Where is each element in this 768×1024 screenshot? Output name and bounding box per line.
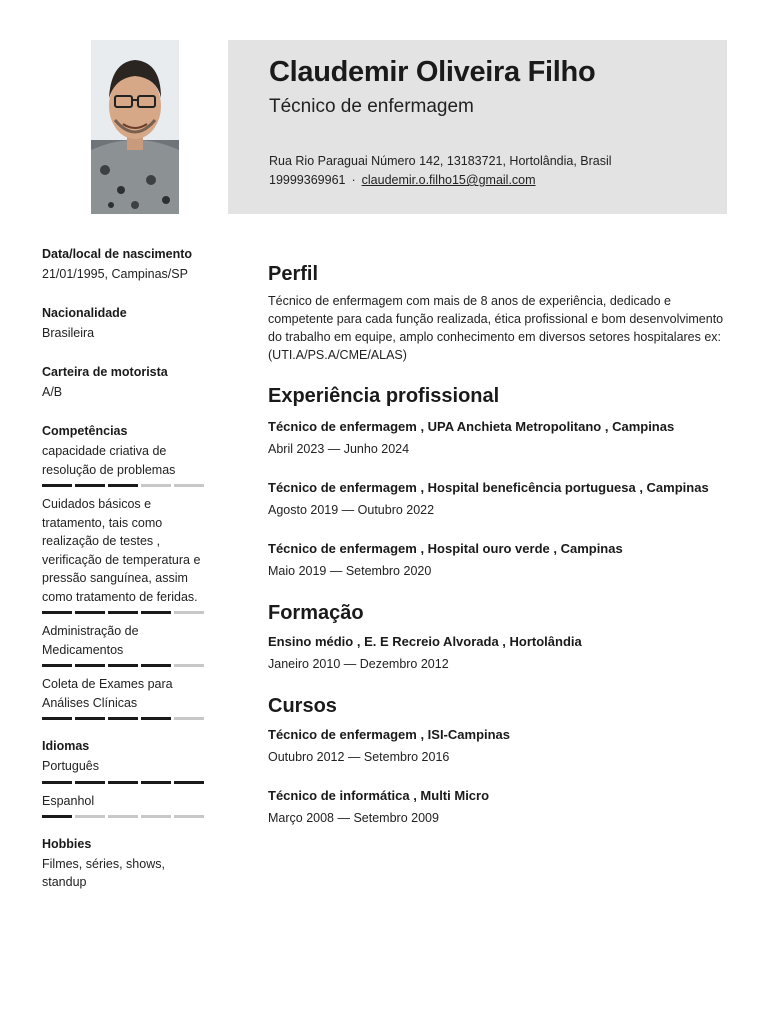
level-segment [75, 484, 105, 487]
entry-dates: Janeiro 2010 — Dezembro 2012 [268, 657, 449, 671]
entry-dates: Outubro 2012 — Setembro 2016 [268, 750, 450, 764]
languages-block [42, 738, 212, 818]
language-item [42, 792, 212, 819]
entry-heading: Técnico de enfermagem , Hospital ouro verde , Campinas [268, 541, 623, 556]
license-block [42, 364, 212, 401]
skill-text: Administração de Medicamentos [42, 624, 139, 657]
entry-dates: Maio 2019 — Setembro 2020 [268, 564, 432, 578]
skill-text: Cuidados básicos e tratamento, tais como realização de testes , verificação de temperatura e pressão sanguínea, assim como tratamento de feridas. [42, 497, 201, 604]
license-label: Carteira de motorista [42, 365, 168, 379]
level-segment [141, 611, 171, 614]
level-segment [174, 781, 204, 784]
level-segment [141, 781, 171, 784]
experience-entry [268, 418, 733, 457]
phone: 19999369961 [269, 173, 346, 187]
level-segment [75, 781, 105, 784]
level-segment [42, 781, 72, 784]
courses-title: Cursos [268, 695, 337, 717]
nationality-block [42, 305, 212, 342]
experience-section [268, 384, 733, 579]
languages-label: Idiomas [42, 739, 90, 753]
course-entry [268, 787, 733, 826]
level-segment [108, 484, 138, 487]
entry-heading: Técnico de enfermagem , Hospital beneficência portuguesa , Campinas [268, 480, 709, 495]
contact-line [269, 173, 536, 187]
hobbies-block [42, 836, 212, 891]
education-section [268, 601, 733, 672]
level-segment [174, 717, 204, 720]
birth-value: 21/01/1995, Campinas/SP [42, 267, 188, 281]
level-segment [108, 781, 138, 784]
level-segment [108, 611, 138, 614]
main-content [268, 262, 733, 848]
entry-dates: Março 2008 — Setembro 2009 [268, 811, 439, 825]
level-segment [141, 717, 171, 720]
language-text: Espanhol [42, 793, 95, 808]
entry-heading: Técnico de informática , Multi Micro [268, 788, 490, 803]
entry-heading: Técnico de enfermagem , ISI-Campinas [268, 727, 511, 742]
experience-title: Experiência profissional [268, 385, 500, 407]
skills-label: Competências [42, 424, 128, 438]
level-segment [42, 815, 72, 818]
level-segment [42, 611, 72, 614]
level-segment [42, 717, 72, 720]
entry-heading: Técnico de enfermagem , UPA Anchieta Metropolitano , Campinas [268, 419, 675, 434]
job-title: Técnico de enfermagem [269, 96, 474, 117]
profile-section [268, 262, 733, 364]
skill-level-bar [42, 484, 212, 487]
level-segment [174, 664, 204, 667]
level-segment [75, 611, 105, 614]
level-segment [174, 611, 204, 614]
language-item [42, 757, 212, 784]
level-segment [42, 484, 72, 487]
skill-text: Coleta de Exames para Análises Clínicas [42, 677, 173, 710]
level-segment [42, 664, 72, 667]
candidate-name: Claudemir Oliveira Filho [269, 56, 596, 88]
skill-level-bar [42, 717, 212, 720]
level-segment [108, 815, 138, 818]
language-level-bar [42, 781, 212, 784]
profile-text: Técnico de enfermagem com mais de 8 anos de experiência, dedicado e competente para cada função realizada, ética profissional e bom desenvolvimento do trabalho em equipe, amplo conhecimento em diversos setores hospitalares ex: (UTI.A/PS.A/CME/ALAS) [268, 294, 724, 362]
skill-item [42, 495, 212, 614]
separator: · [351, 173, 356, 187]
education-entry [268, 633, 733, 672]
experience-entry [268, 479, 733, 518]
skill-item [42, 442, 212, 487]
entry-dates: Abril 2023 — Junho 2024 [268, 442, 410, 456]
email-link[interactable]: claudemir.o.filho15@gmail.com [361, 173, 536, 187]
skill-item [42, 622, 212, 667]
nationality-label: Nacionalidade [42, 306, 127, 320]
nationality-value: Brasileira [42, 326, 95, 340]
profile-photo [91, 40, 179, 214]
level-segment [75, 717, 105, 720]
entry-dates: Agosto 2019 — Outubro 2022 [268, 503, 435, 517]
level-segment [174, 815, 204, 818]
level-segment [141, 664, 171, 667]
skills-block [42, 423, 212, 720]
course-entry [268, 726, 733, 765]
license-value: A/B [42, 385, 63, 399]
level-segment [75, 815, 105, 818]
level-segment [141, 815, 171, 818]
header [228, 40, 727, 214]
level-segment [174, 484, 204, 487]
birth-label: Data/local de nascimento [42, 247, 193, 261]
address: Rua Rio Paraguai Número 142, 13183721, Hortolândia, Brasil [269, 154, 612, 168]
level-segment [108, 717, 138, 720]
skill-level-bar [42, 664, 212, 667]
language-level-bar [42, 815, 212, 818]
birth-block [42, 246, 212, 283]
level-segment [141, 484, 171, 487]
profile-title: Perfil [268, 263, 319, 285]
level-segment [75, 664, 105, 667]
education-title: Formação [268, 602, 364, 624]
sidebar [42, 246, 212, 913]
skill-level-bar [42, 611, 212, 614]
courses-section [268, 694, 733, 826]
level-segment [108, 664, 138, 667]
experience-entry [268, 540, 733, 579]
language-text: Português [42, 759, 99, 773]
skill-item [42, 675, 212, 720]
entry-heading: Ensino médio , E. E Recreio Alvorada , Hortolândia [268, 634, 582, 649]
skill-text: capacidade criativa de resolução de problemas [42, 444, 176, 477]
hobbies-label: Hobbies [42, 837, 92, 851]
hobbies-value: Filmes, séries, shows, standup [42, 857, 165, 889]
